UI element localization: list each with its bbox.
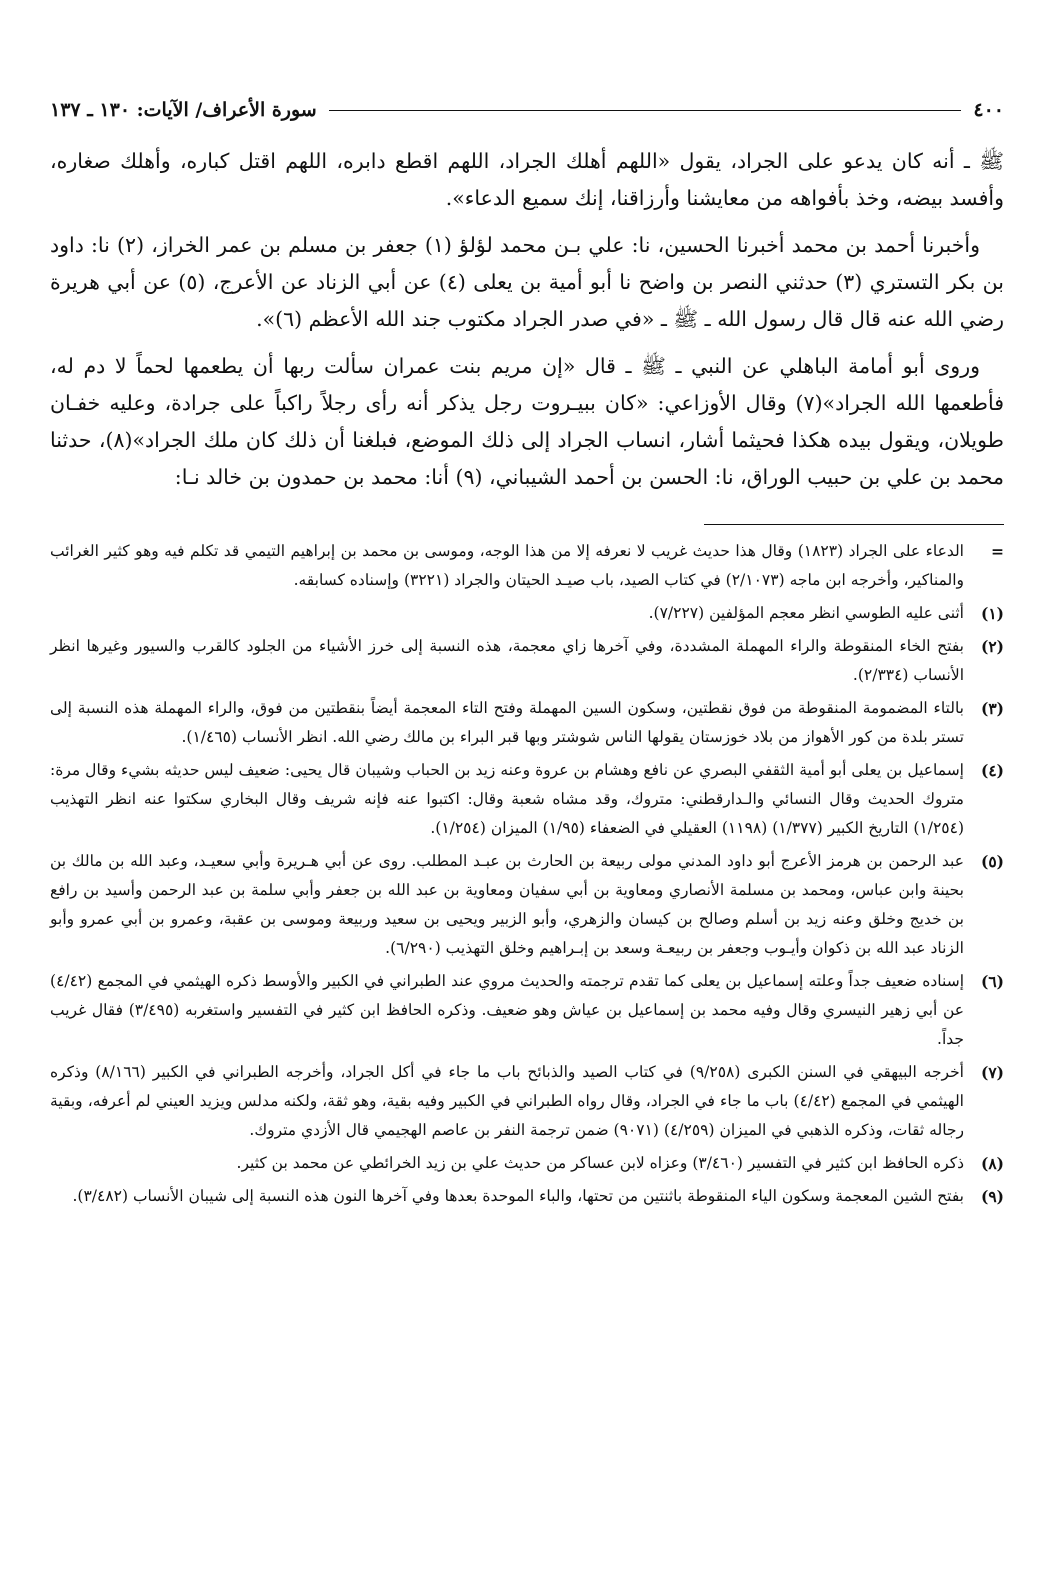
page-number: ٤٠٠ bbox=[973, 99, 1004, 121]
footnote-separator bbox=[704, 524, 1004, 525]
footnote bbox=[50, 1149, 1004, 1178]
header-rule bbox=[329, 110, 962, 111]
footnote-number: (٩) bbox=[980, 1187, 1004, 1206]
page-header bbox=[50, 95, 1004, 125]
footnote bbox=[50, 632, 1004, 690]
footnote-number: (٢) bbox=[980, 637, 1004, 656]
paragraph: وروى أبو أمامة الباهلي عن النبي ـ ﷺ ـ قال «إن مريم بنت عمران سألت ربها أن يطعمها لحماً لا دم له، فأطعمها الله الجراد»(٧) وقال الأوزاعي: «كان ببيـروت رجل يذكر أنه رأى رجلاً راكباً على جرادة، وعليه خفـان طويلان، ويقول بيده هكذا فحيثما أشار، انساب الجراد إلى ذلك الموضع، فبلغنا أن ذلك كان ملك الجراد»(٨)، حدثنا محمد بن علي بن حبيب الوراق، نا: الحسن بن أحمد الشيباني، (٩) أنا: محمد بن حمدون بن خالد نـا: bbox=[50, 354, 1004, 489]
footnote-text: إسماعيل بن يعلى أبو أمية الثقفي البصري عن نافع وهشام بن عروة وعنه زيد بن الحباب وشيبان قال يحيى: ضعيف ليس حديثه بشيء وقال مرة: متروك الحديث وقال النسائي والـدارقطني: متروك، وقد مشاه شعبة وقال: اكتبوا عنه فإنه شريف وقال البخاري سكتوا عنه انظر التهذيب (١/٢٥٤) التاريخ الكبير (١/٣٧٧) (١١٩٨) العقيلي في الضعفاء (١/٩٥) الميزان (١/٢٥٤). bbox=[50, 761, 964, 837]
footnote-number: (٨) bbox=[980, 1154, 1004, 1173]
footnote-text: إسناده ضعيف جداً وعلته إسماعيل بن يعلى كما تقدم ترجمته والحديث مروي عند الطبراني في الكبير والأوسط ذكره الهيثمي في المجمع (٤/٤٢) عن أبي زهير النيسري وقال وفيه محمد بن إسماعيل بن عياش وهو ضعيف. وذكره الحافظ ابن كثير في التفسير واستغربه (٣/٤٩٥) فقال غريب جداً. bbox=[50, 972, 964, 1048]
footnote-number: (٧) bbox=[980, 1063, 1004, 1082]
footnote-text: ذكره الحافظ ابن كثير في التفسير (٣/٤٦٠) وعزاه لابن عساكر من حديث علي بن زيد الخرائطي عن محمد بن كثير. bbox=[236, 1154, 964, 1172]
footnote bbox=[50, 599, 1004, 628]
footnote-text: أثنى عليه الطوسي انظر معجم المؤلفين (٧/٢٢٧). bbox=[648, 604, 964, 622]
footnote-number: (٦) bbox=[980, 972, 1004, 991]
footnotes bbox=[50, 537, 1004, 1211]
footnote-number: (٥) bbox=[980, 852, 1004, 871]
footnote-text: بفتح الخاء المنقوطة والراء المهملة المشددة، وفي آخرها زاي معجمة، هذه النسبة إلى خرز الأشياء من الجلود كالقرب والسيور وغيرها انظر الأنساب (٢/٣٣٤). bbox=[50, 637, 964, 684]
paragraph: وأخبرنا أحمد بن محمد أخبرنا الحسين، نا: علي بـن محمد لؤلؤ (١) جعفر بن مسلم بن عمر الخراز، (٢) نا: داود بن بكر التستري (٣) حدثني النصر بن واضح نا أبو أمية بن يعلى (٤) عن أبي الزناد عن الأعرج، (٥) عن أبي هريرة رضي الله عنه قال قال رسول الله ـ ﷺ ـ «في صدر الجراد مكتوب جند الله الأعظم (٦)». bbox=[50, 233, 1004, 331]
footnote bbox=[50, 537, 1004, 595]
running-title: سورة الأعراف/ الآيات: ١٣٠ ـ ١٣٧ bbox=[50, 99, 317, 121]
footnote-number: (١) bbox=[980, 604, 1004, 623]
footnote-text: بفتح الشين المعجمة وسكون الياء المنقوطة باثنتين من تحتها، والباء الموحدة بعدها وفي آخرها النون هذه النسبة إلى شيبان الأنساب (٣/٤٨٢). bbox=[72, 1187, 964, 1205]
main-text bbox=[50, 143, 1004, 496]
footnote bbox=[50, 1182, 1004, 1211]
footnote-text: الدعاء على الجراد (١٨٢٣) وقال هذا حديث غريب لا نعرفه إلا من هذا الوجه، وموسى بن محمد بن إبراهيم التيمي قد تكلم فيه وهو كثير الغرائب والمناكير، وأخرجه ابن ماجه (٢/١٠٧٣) في كتاب الصيد، باب صيـد الحيتان والجراد (٣٢٢١) وإسناده كسابقه. bbox=[50, 542, 964, 589]
footnote bbox=[50, 694, 1004, 752]
footnote bbox=[50, 1058, 1004, 1145]
footnote-text: بالتاء المضمومة المنقوطة من فوق نقطتين، وسكون السين المهملة وفتح التاء المعجمة أيضاً بنقطتين من فوق، والراء المهملة هذه النسبة إلى تستر بلدة من كور الأهواز من بلاد خوزستان يقولها الناس شوشتر وبها قبر البراء بن مالك رضي الله. انظر الأنساب (١/٤٦٥). bbox=[50, 699, 964, 746]
footnote-number: = bbox=[991, 542, 1004, 561]
footnote-number: (٤) bbox=[980, 761, 1004, 780]
footnote bbox=[50, 847, 1004, 963]
footnote bbox=[50, 967, 1004, 1054]
footnote-text: عبد الرحمن بن هرمز الأعرج أبو داود المدني مولى ربيعة بن الحارث بن عبـد المطلب. روى عن أبي هـريرة وأبي سعيـد، وعبد الله بن مالك بن بحينة وابن عباس، ومحمد بن مسلمة الأنصاري ومعاوية بن أبي سفيان ومعاوية بن عبد الله بن جعفر وأبي سلمة بن عبد الرحمن وأسيد بن رافع بن خديج وخلق وعنه زيد بن أسلم وصالح بن كيسان والزهري، وأبو الزبير ويحيى بن سعيد وربيعة وموسى بن عقبة، وعمرو بن أبي عمرو وأبو الزناد عبد الله بن ذكوان وأيـوب وجعفر بن ربيعـة وسعد بن إبـراهيم وخلق التهذيب (٦/٢٩٠). bbox=[50, 852, 964, 957]
footnote-text: أخرجه البيهقي في السنن الكبرى (٩/٢٥٨) في كتاب الصيد والذبائح باب ما جاء في أكل الجراد، وأخرجه الطبراني في الكبير (٨/١٦٦) وذكره الهيثمي في المجمع (٤/٤٢) باب ما جاء في الجراد، وقال رواه الطبراني في الكبير وفيه بقية، وهو ثقة، ولكنه مدلس ويزيد العيني لم أعرفه، وبقية رجاله ثقات، وذكره الذهبي في الميزان (٤/٢٥٩) (٩٠٧١) ضمن ترجمة النفر بن عاصم الهجيمي قال الأزدي متروك. bbox=[50, 1063, 964, 1139]
footnote bbox=[50, 756, 1004, 843]
footnote-number: (٣) bbox=[980, 699, 1004, 718]
paragraph: ﷺ ـ أنه كان يدعو على الجراد، يقول «اللهم أهلك الجراد، اللهم اقطع دابره، اللهم اقتل كباره، وأهلك صغاره، وأفسد بيضه، وخذ بأفواهه من معايشنا وأرزاقنا، إنك سميع الدعاء». bbox=[50, 149, 1004, 210]
